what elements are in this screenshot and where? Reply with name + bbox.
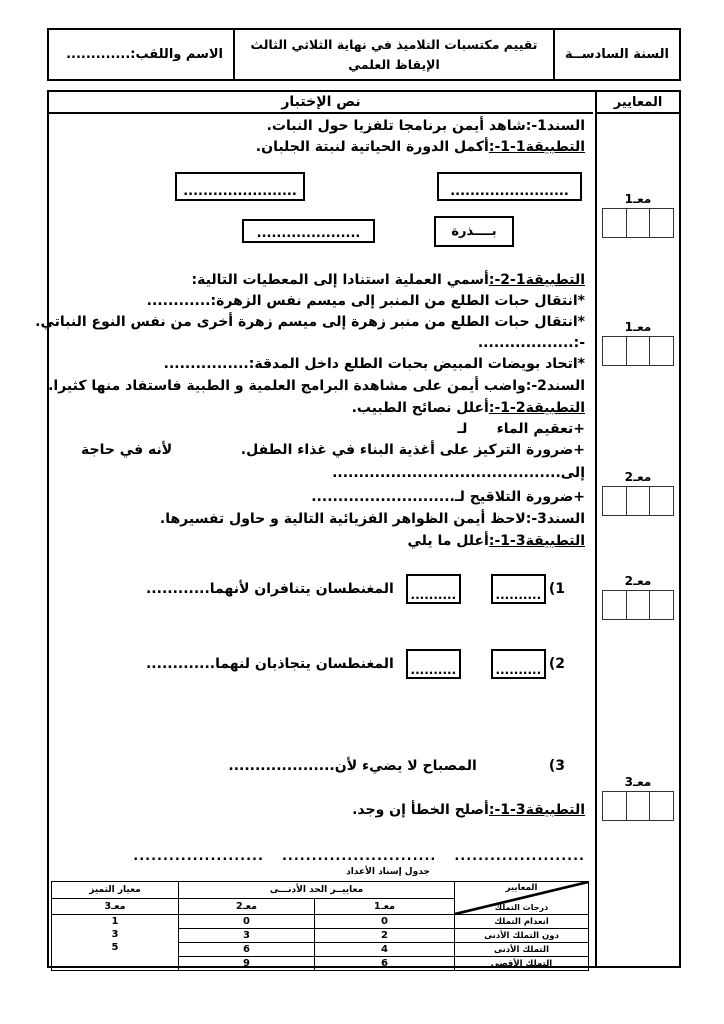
grades-value: 6 — [315, 957, 455, 971]
grades-diagonal-header — [455, 882, 589, 915]
criterion-label: معـ3 — [624, 775, 652, 789]
grades-row-label: دون التملك الأدنى — [455, 929, 589, 943]
advice-nutrition-blank[interactable]: إلى........................................... — [332, 465, 585, 481]
task-1-1-label: التطبيقة1-1-: — [488, 139, 585, 155]
grades-excellence-header: معيار التميز — [52, 882, 179, 899]
item-text: المصباح لا يضيء لأن.................... — [228, 758, 477, 774]
item-text: المغنطسان يتجاذبان لنهما............. — [145, 656, 394, 672]
task-1-2-label: التطبيقة1-2-: — [488, 272, 585, 288]
grades-value: 4 — [315, 943, 455, 957]
task-3-1-fix-label: التطبيقة3-1-: — [488, 802, 585, 818]
task-1-1-text: أكمل الدورة الحياتية لنبتة الجلبان. — [255, 139, 489, 155]
pollination-line-1: *انتقال حبات الطلع من المنبر إلى ميسم نفس الزهرة:............ — [146, 293, 585, 309]
grade-cell[interactable] — [649, 792, 673, 820]
grade-cell[interactable] — [626, 487, 650, 515]
grade-box — [602, 208, 674, 238]
test-table — [35, 90, 681, 969]
task-1-1 — [51, 139, 593, 155]
student-name-field[interactable]: الاسم واللقب:............. — [66, 47, 223, 62]
advice-water: +تعقيم الماء لـ — [457, 421, 585, 437]
grades-col-m2: معـ2 — [179, 899, 315, 915]
criterion-marker-4 — [597, 574, 679, 620]
magnet-blank-box[interactable]: .......... — [406, 574, 461, 604]
criterion-label: معـ1 — [624, 320, 652, 334]
grades-table-title: جدول إسناد الأعداد — [346, 867, 430, 877]
grades-value: 5 — [111, 942, 119, 953]
grade-cell[interactable] — [649, 487, 673, 515]
grades-min-header: معاييــر الحد الأدنـــى — [179, 882, 455, 899]
advice-nutrition-reason: لأنه في حاجة — [81, 442, 173, 458]
grades-value: 3 — [111, 929, 119, 940]
advice-nutrition-text: +ضرورة التركيز على أغذية البناء في غذاء الطفل. — [240, 442, 585, 458]
item-text: المغنطسان يتنافران لأنهما............ — [145, 581, 394, 597]
task-3-1 — [51, 533, 593, 549]
task-2-1-label: التطبيقة2-1-: — [488, 400, 585, 416]
magnet-blank-box[interactable]: .......... — [491, 574, 546, 604]
criterion-marker-2 — [597, 320, 679, 366]
cycle-blank-box-top-right[interactable]: ........................ — [437, 172, 582, 201]
criterion-label: معـ1 — [624, 192, 652, 206]
grade-cell[interactable] — [626, 209, 650, 237]
grade-cell[interactable] — [603, 487, 626, 515]
grades-value: 9 — [179, 957, 315, 971]
physics-item-3 — [51, 756, 593, 776]
support-1: السند1-:شاهد أيمن برنامجا تلفزيا حول النبات. — [266, 118, 585, 134]
item-number: 1) — [548, 581, 565, 597]
cycle-seed-box: بــــذرة — [434, 216, 514, 247]
support-3: السند3-:لاحظ أيمن الظواهر الفزيائية التالية و حاول تفسيرها. — [159, 511, 585, 527]
grade-cell[interactable] — [603, 337, 626, 365]
criterion-marker-5 — [597, 775, 679, 821]
grades-header-criteria: المعايير — [505, 883, 538, 893]
cycle-blank-box-top-left[interactable]: ....................... — [175, 172, 305, 201]
magnet-blank-box[interactable]: .......... — [406, 649, 461, 679]
task-2-1 — [51, 400, 593, 416]
criterion-marker-3 — [597, 470, 679, 516]
exam-subject: الإيقاظ العلمي — [348, 56, 440, 72]
grade-cell[interactable] — [649, 209, 673, 237]
criteria-header: المعايير — [597, 92, 679, 114]
magnet-blank-box[interactable]: .......... — [491, 649, 546, 679]
task-3-1-fix — [51, 802, 593, 818]
answer-line[interactable]: .......................... — [281, 849, 437, 864]
grades-value: 1 — [111, 916, 119, 927]
task-1-2 — [51, 272, 593, 288]
grade-cell[interactable] — [649, 337, 673, 365]
item-number: 2) — [548, 656, 565, 672]
criterion-label: معـ2 — [624, 470, 652, 484]
grade-box — [602, 590, 674, 620]
grades-value: 0 — [179, 915, 315, 929]
grade-cell[interactable] — [626, 792, 650, 820]
grade-box — [602, 336, 674, 366]
grade-cell[interactable] — [626, 337, 650, 365]
grade-cell[interactable] — [603, 591, 626, 619]
grades-row-label: التملك الأدنى — [455, 943, 589, 957]
task-3-1-text: أعلل ما يلي — [407, 533, 489, 549]
answer-line[interactable]: ...................... — [133, 849, 264, 864]
pollination-line-2: *انتقال حبات الطلع من منبر زهرة إلى ميسم زهرة أخرى من نفس النوع النباتي. — [35, 314, 585, 330]
test-content — [35, 116, 593, 969]
grade-cell[interactable] — [626, 591, 650, 619]
grades-value: 6 — [179, 943, 315, 957]
header-table — [47, 28, 681, 81]
grade-box — [602, 791, 674, 821]
criterion-marker-1 — [597, 192, 679, 238]
task-1-2-text: أسمي العملية استنادا إلى المعطيات التالية: — [191, 272, 489, 288]
task-3-1-fix-text: أصلح الخطأ إن وجد. — [352, 802, 489, 818]
cycle-blank-box-middle[interactable]: ..................... — [242, 219, 375, 243]
grade-cell[interactable] — [603, 209, 626, 237]
pollination-line-4: *اتحاد بويضات المبيض بحبات الطلع داخل المدقة:................ — [163, 356, 585, 372]
grades-row-label: التملك الأقصى — [455, 957, 589, 971]
grades-table — [51, 881, 589, 971]
support-2: السند2-:واضب أيمن على مشاهدة البرامج العلمية و الطبية فاستفاد منها كثيرا. — [48, 378, 585, 394]
school-year-label: السنة السادســة — [553, 30, 679, 79]
task-3-1-label: التطبيقة3-1-: — [488, 533, 585, 549]
answer-lines — [133, 849, 585, 864]
criteria-column — [595, 92, 679, 966]
advice-vaccine: +ضرورة التلاقيح لـ........................... — [311, 489, 585, 505]
grades-col-m1: معـ1 — [315, 899, 455, 915]
physics-item-2 — [51, 647, 593, 681]
grade-box — [602, 486, 674, 516]
task-2-1-text: أعلل نصائح الطبيب. — [351, 400, 489, 416]
grades-row-label: انعدام التملك — [455, 915, 589, 929]
item-number: 3) — [548, 758, 565, 774]
grades-col-m3: معـ3 — [52, 899, 179, 915]
exam-title-line1: تقييم مكتسبات التلاميذ في نهاية الثلاثي الثالث — [250, 36, 538, 52]
grade-cell[interactable] — [649, 591, 673, 619]
grade-cell[interactable] — [603, 792, 626, 820]
criterion-label: معـ2 — [624, 574, 652, 588]
answer-line[interactable]: ...................... — [454, 849, 585, 864]
advice-nutrition — [51, 442, 593, 458]
grades-value: 3 — [179, 929, 315, 943]
pollination-line-3: -:.................. — [477, 335, 585, 351]
grades-value: 0 — [315, 915, 455, 929]
grades-excellence-values — [52, 915, 179, 971]
grades-header-degrees: درجات التملك — [494, 903, 549, 912]
physics-item-1 — [51, 572, 593, 606]
test-text-header: نص الإختبار — [49, 92, 593, 114]
grades-value: 2 — [315, 929, 455, 943]
exam-title — [233, 30, 553, 79]
